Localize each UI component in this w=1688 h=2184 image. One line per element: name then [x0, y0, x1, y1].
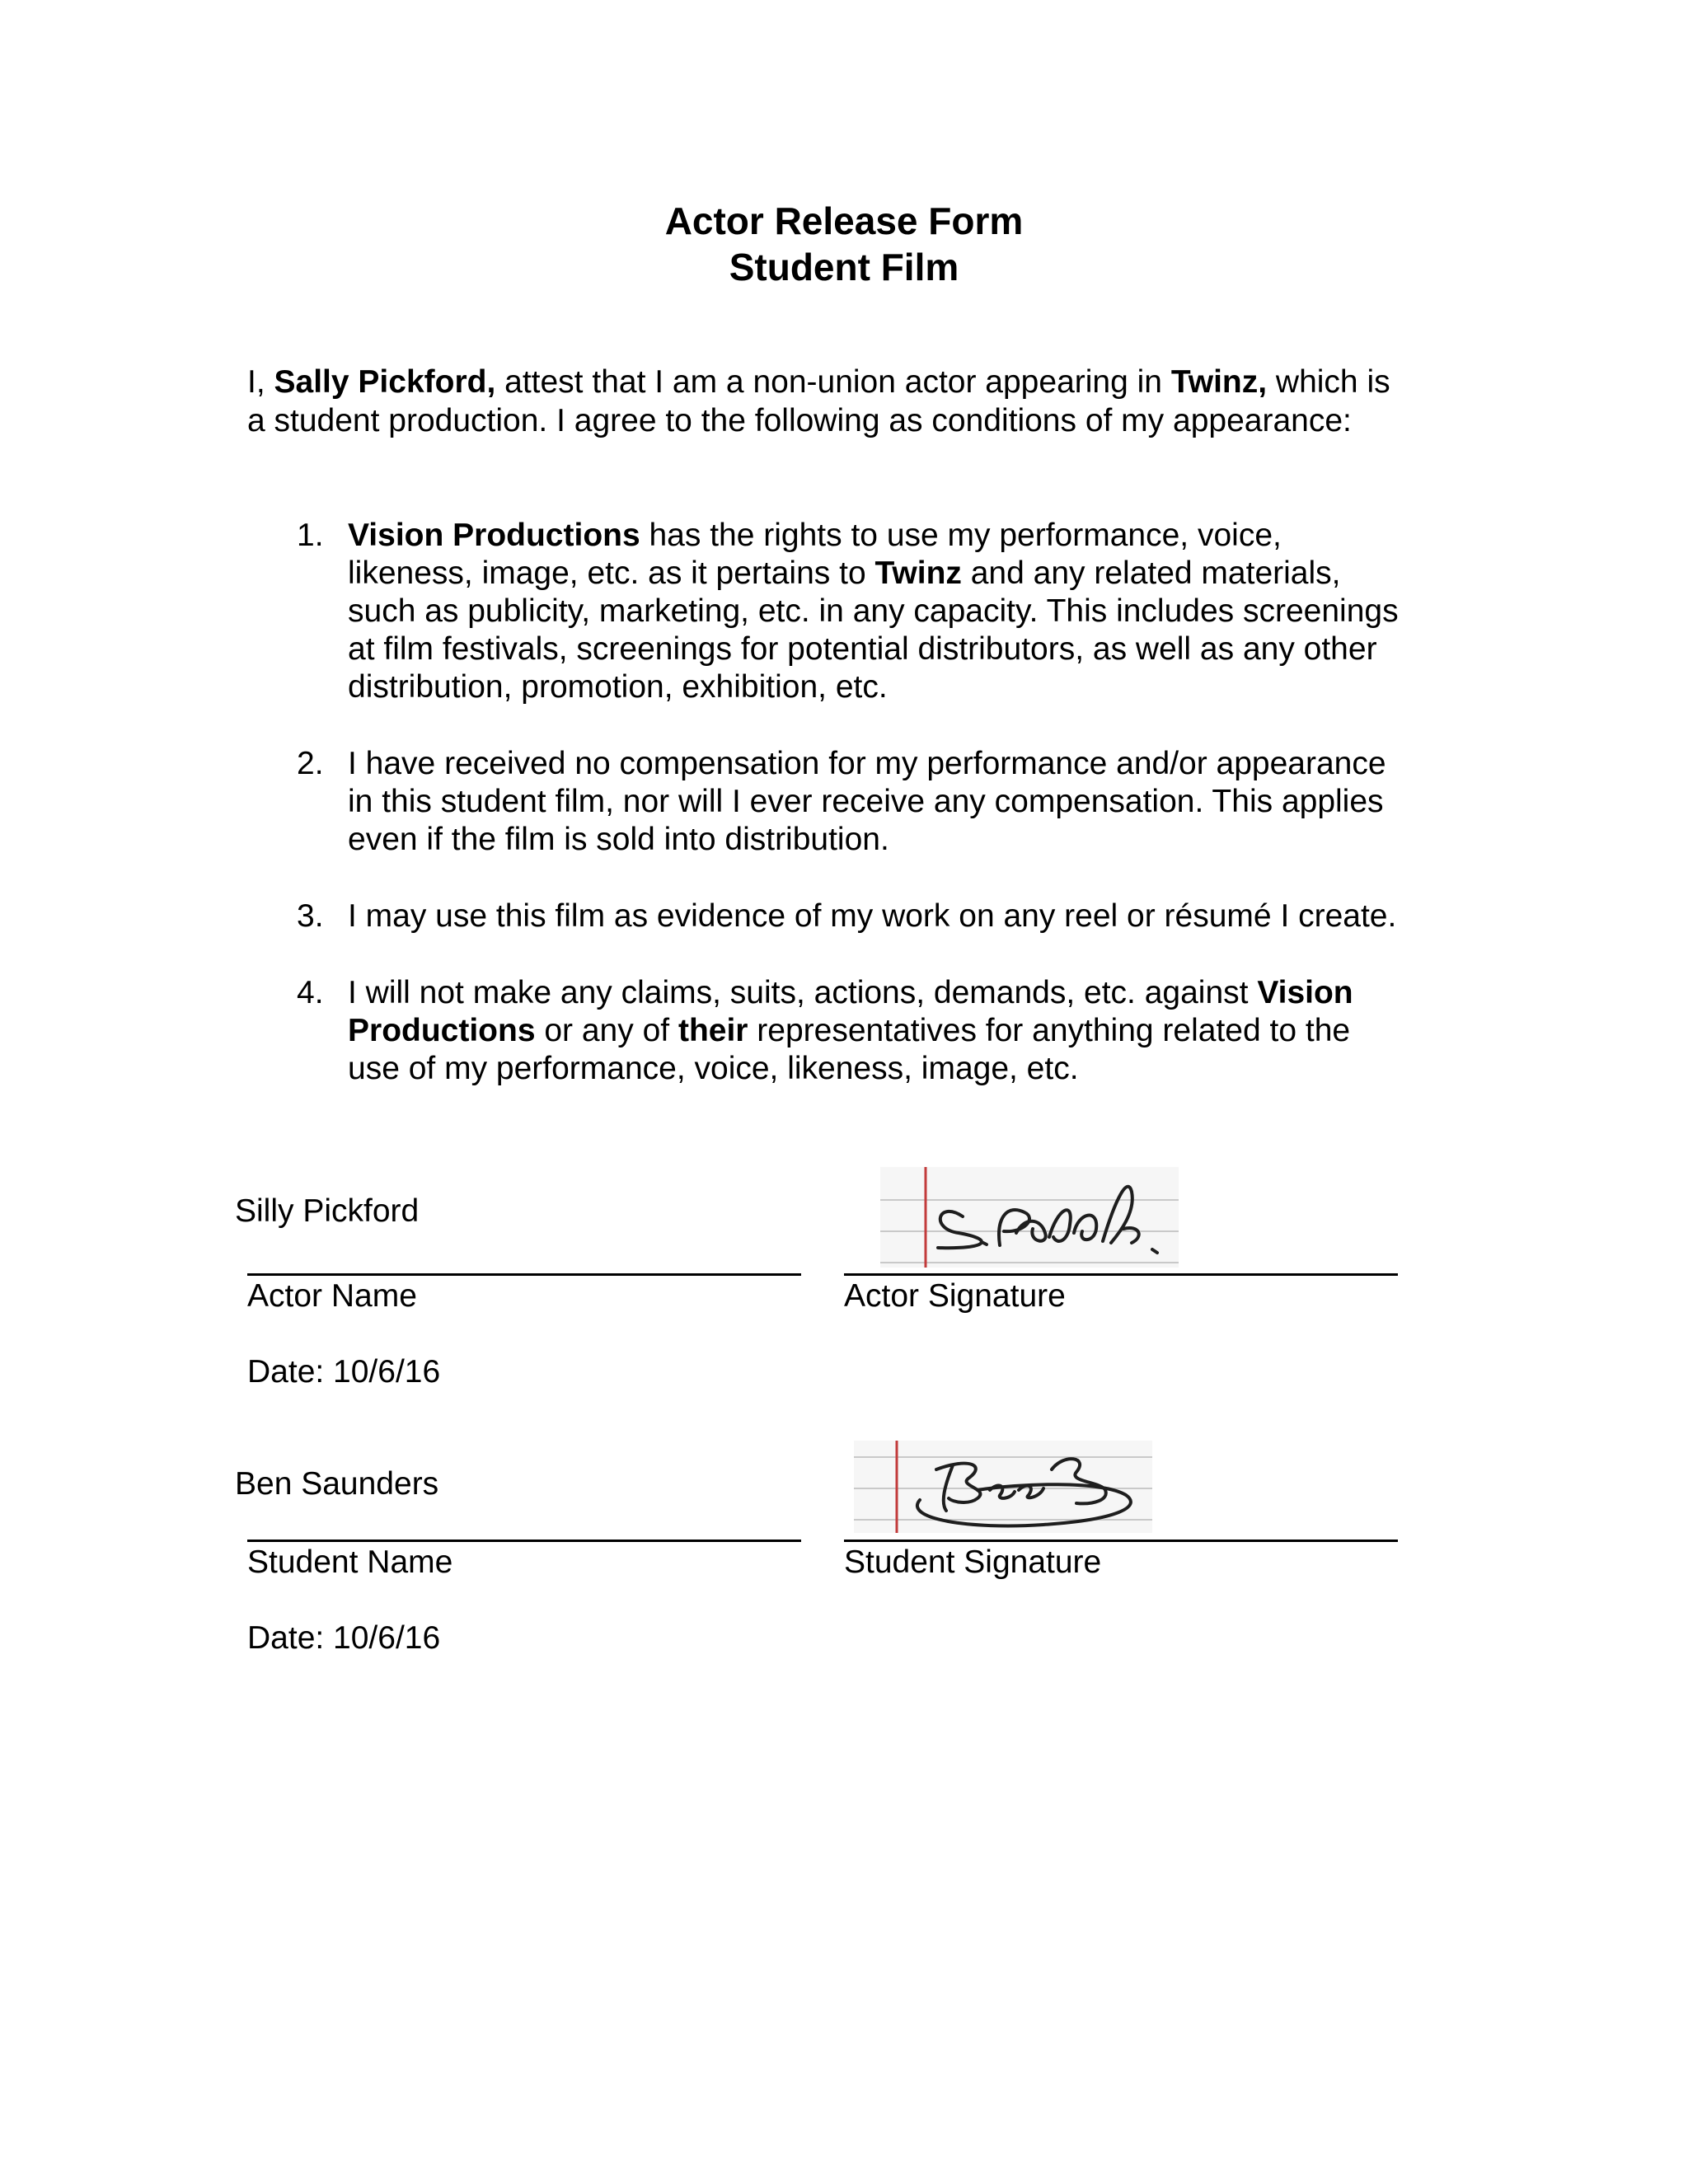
item-line: use of my performance, voice, likeness, image, etc.	[348, 1051, 1079, 1086]
title-line-1: Actor Release Form	[664, 199, 1024, 242]
item-text: I will not make any claims, suits, actions, demands, etc. against	[348, 975, 1258, 1010]
actor-name-value: Silly Pickford	[235, 1193, 420, 1229]
item-body	[348, 974, 1469, 1088]
item-text: likeness, image, etc. as it pertains to	[348, 555, 875, 591]
item-text: and any related materials,	[961, 555, 1341, 591]
item-number: 4.	[297, 975, 324, 1010]
item-line: such as publicity, marketing, etc. in any capacity. This includes screenings	[348, 593, 1399, 629]
student-signature-image	[854, 1441, 1152, 1533]
intro-line-2: a student production. I agree to the following as conditions of my appearance:	[247, 403, 1352, 438]
item-line: at film festivals, screenings for potential distributors, as well as any other	[348, 631, 1377, 667]
intro-line-1	[247, 363, 1459, 401]
student-date: Date: 10/6/16	[247, 1620, 441, 1656]
item-line	[348, 974, 1469, 1012]
item-body	[348, 517, 1469, 706]
film-name: Twinz	[874, 555, 962, 591]
student-signature-label: Student Signature	[844, 1544, 1102, 1580]
student-name-value: Ben Saunders	[235, 1466, 439, 1502]
company-name: Productions	[348, 1013, 536, 1048]
student-name-line	[247, 1540, 801, 1542]
signature-scribble-icon	[880, 1167, 1179, 1268]
intro-actor-name: Sally Pickford,	[274, 364, 496, 400]
item-line	[348, 555, 1469, 593]
item-body	[348, 898, 1469, 935]
intro-text: which is	[1267, 364, 1390, 400]
intro-text: I,	[247, 364, 274, 400]
intro-text: attest that I am a non-union actor appearing in	[495, 364, 1171, 400]
student-signature-line	[844, 1540, 1398, 1542]
item-number: 1.	[297, 518, 324, 553]
form-title	[0, 198, 1688, 290]
item-line	[348, 517, 1469, 555]
signature-scribble-icon	[854, 1441, 1152, 1533]
actor-date: Date: 10/6/16	[247, 1354, 441, 1390]
company-name: Vision	[1257, 975, 1353, 1010]
actor-signature-image	[880, 1167, 1179, 1268]
item-line	[348, 1012, 1469, 1050]
item-line: I may use this film as evidence of my work on any reel or résumé I create.	[348, 898, 1397, 934]
intro-paragraph	[247, 363, 1459, 440]
item-number: 3.	[297, 898, 324, 934]
actor-signature-line	[844, 1273, 1398, 1276]
title-line-2: Student Film	[729, 246, 959, 288]
item-line: distribution, promotion, exhibition, etc.	[348, 669, 888, 705]
student-name-label: Student Name	[247, 1544, 453, 1580]
emphasis-text: their	[678, 1013, 748, 1048]
intro-film-name: Twinz,	[1170, 364, 1268, 400]
item-body	[348, 745, 1469, 859]
item-text: representatives for anything related to the	[748, 1013, 1351, 1048]
item-number: 2.	[297, 746, 324, 781]
company-name: Vision Productions	[348, 518, 640, 553]
item-line: I have received no compensation for my performance and/or appearance	[348, 746, 1386, 781]
item-line: in this student film, nor will I ever receive any compensation. This applies	[348, 784, 1384, 819]
item-line: even if the film is sold into distribution.	[348, 822, 889, 857]
actor-name-line	[247, 1273, 801, 1276]
item-text: has the rights to use my performance, voice,	[640, 518, 1282, 553]
actor-signature-label: Actor Signature	[844, 1278, 1066, 1314]
item-text: or any of	[535, 1013, 678, 1048]
actor-name-label: Actor Name	[247, 1278, 417, 1314]
